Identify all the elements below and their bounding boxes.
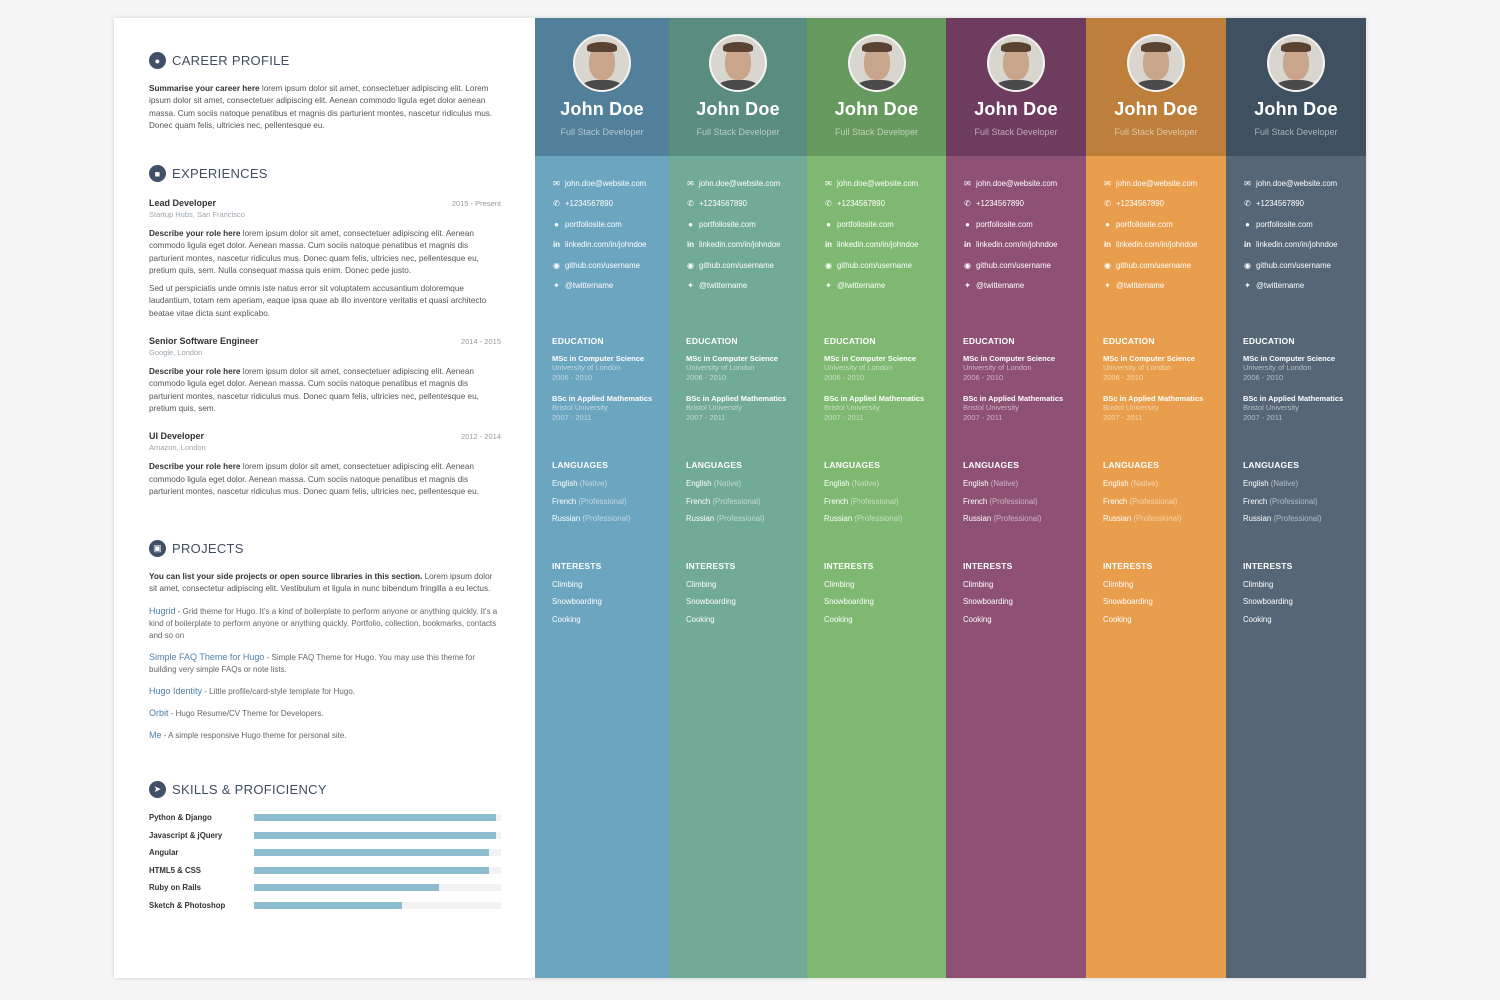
language-item: French (Professional) bbox=[963, 496, 1038, 506]
skill-level bbox=[254, 832, 496, 839]
job-company: Google, London bbox=[149, 348, 203, 358]
globe-icon: ● bbox=[688, 219, 693, 229]
education-item: MSc in Computer Science University of London 2006 - 2010 bbox=[686, 354, 779, 382]
twitter-icon: ✦ bbox=[825, 281, 832, 291]
sidebar-variant bbox=[1226, 18, 1366, 978]
skill-item bbox=[149, 830, 501, 842]
interests-section bbox=[1103, 561, 1226, 624]
interest-item: Climbing bbox=[1243, 579, 1274, 589]
globe-icon: ● bbox=[554, 219, 559, 229]
profile-header bbox=[535, 18, 669, 156]
main-content bbox=[114, 18, 535, 978]
contact-email[interactable]: ✉ john.doe@website.com bbox=[1244, 178, 1338, 188]
education-section bbox=[824, 336, 946, 422]
contact-website[interactable]: ● portfoliosite.com bbox=[963, 214, 1086, 235]
contact-phone[interactable]: ✆ +1234567890 bbox=[687, 199, 747, 209]
contact-list bbox=[963, 173, 1086, 296]
linkedin-icon: in bbox=[686, 240, 695, 250]
contact-website[interactable]: ● portfoliosite.com bbox=[1103, 214, 1226, 235]
profile-tagline: Full Stack Developer bbox=[1114, 127, 1198, 137]
project-item: Hugo Identity - Little profile/card-style template for Hugo. bbox=[149, 685, 355, 696]
projects-title: ▣ PROJECTS bbox=[149, 540, 501, 557]
profile-header bbox=[807, 18, 946, 156]
languages-title: LANGUAGES bbox=[1243, 460, 1300, 470]
github-icon: ◉ bbox=[1244, 260, 1251, 270]
skill-bar bbox=[254, 832, 501, 839]
avatar bbox=[987, 34, 1045, 92]
interests-section bbox=[686, 561, 807, 624]
contact-phone[interactable]: ✆ +1234567890 bbox=[1104, 199, 1164, 209]
phone-icon: ✆ bbox=[687, 199, 694, 209]
skill-item bbox=[149, 812, 501, 824]
profile-tagline: Full Stack Developer bbox=[834, 127, 919, 137]
sidebar-body bbox=[669, 173, 807, 623]
contact-github[interactable]: ◉ github.com/username bbox=[1244, 260, 1331, 270]
contact-twitter[interactable]: ✦ @twittername bbox=[1104, 281, 1165, 291]
avatar bbox=[1267, 34, 1325, 92]
contact-website[interactable]: ● portfoliosite.com bbox=[824, 214, 946, 235]
globe-icon: ● bbox=[826, 219, 831, 229]
languages-title: LANGUAGES bbox=[552, 460, 609, 470]
contact-list bbox=[552, 173, 669, 296]
job-description: Describe your role here lorem ipsum dolor sit amet, consectetuer adipiscing elit. Aenean commodo ligula eget dolor. Aenean massa. Cum sociis natoque penatibus et magnis dis parturient montes, nascetur ridiculus mus. Donec quam felis, ultricies nec, pellentesque eu, pretium quis, sem. Nulla consequat massa quis enim. Donec pede justo. bbox=[149, 229, 479, 275]
skill-name: HTML5 & CSS bbox=[149, 865, 201, 875]
language-item: French (Professional) bbox=[824, 496, 899, 506]
sidebar-variant bbox=[669, 18, 807, 978]
language-item: Russian (Professional) bbox=[552, 514, 631, 523]
career-profile-section bbox=[149, 52, 501, 132]
avatar bbox=[573, 34, 631, 92]
projects-section bbox=[149, 540, 501, 742]
sidebar-body bbox=[535, 173, 669, 623]
language-item: English (Native) bbox=[1103, 479, 1159, 488]
contact-email[interactable]: ✉ john.doe@website.com bbox=[687, 178, 781, 188]
education-item: MSc in Computer Science University of London 2006 - 2010 bbox=[1243, 354, 1336, 382]
sidebar-body bbox=[807, 173, 946, 623]
interest-item: Snowboarding bbox=[1103, 597, 1153, 606]
interests-section bbox=[824, 561, 946, 624]
contact-github[interactable]: ◉ github.com/username bbox=[825, 260, 912, 270]
interest-item: Snowboarding bbox=[552, 597, 602, 606]
phone-icon: ✆ bbox=[553, 199, 560, 209]
contact-github[interactable]: ◉ github.com/username bbox=[964, 260, 1051, 270]
projects-intro: You can list your side projects or open source libraries in this section. Lorem ipsum dolor sit amet, consectetur adipiscing elit. Vestibulum et ligula in nunc bibendum fringilla a eu lectus. bbox=[149, 572, 493, 594]
globe-icon: ● bbox=[1245, 219, 1250, 229]
job-company: Amazon, London bbox=[149, 443, 206, 453]
interests-section bbox=[1243, 561, 1366, 624]
education-item: BSc in Applied Mathematics Bristol University 2007 - 2011 bbox=[1103, 394, 1204, 422]
contact-github[interactable]: ◉ github.com/username bbox=[1104, 260, 1191, 270]
sidebar-body bbox=[1086, 173, 1226, 623]
job-title: Senior Software Engineer bbox=[149, 336, 259, 347]
profile-name: John Doe bbox=[834, 99, 919, 119]
phone-icon: ✆ bbox=[1104, 199, 1111, 209]
profile-tagline: Full Stack Developer bbox=[560, 127, 644, 137]
interests-title: INTERESTS bbox=[1243, 560, 1293, 571]
contact-twitter[interactable]: ✦ @twittername bbox=[825, 281, 886, 291]
contact-phone[interactable]: ✆ +1234567890 bbox=[964, 199, 1024, 209]
sidebar-variant bbox=[807, 18, 946, 978]
linkedin-icon: in bbox=[824, 240, 833, 250]
skill-name: Python & Django bbox=[149, 813, 212, 823]
experiences-section bbox=[149, 165, 501, 498]
contact-email[interactable]: ✉ john.doe@website.com bbox=[553, 178, 647, 188]
globe-icon: ● bbox=[965, 219, 970, 229]
contact-phone[interactable]: ✆ +1234567890 bbox=[1244, 199, 1304, 209]
interest-item: Climbing bbox=[824, 579, 855, 589]
skill-bar bbox=[254, 849, 501, 856]
contact-linkedin[interactable]: in linkedin.com/in/johndoe bbox=[824, 240, 919, 250]
education-section bbox=[686, 336, 807, 422]
career-profile-title: ● CAREER PROFILE bbox=[149, 52, 501, 69]
skill-bar bbox=[254, 884, 501, 891]
contact-linkedin[interactable]: in linkedin.com/in/johndoe bbox=[1103, 240, 1198, 250]
job-time: 2012 - 2014 bbox=[460, 432, 501, 442]
skill-item bbox=[149, 865, 501, 877]
project-link[interactable]: Simple FAQ Theme for Hugo bbox=[149, 651, 265, 662]
interest-item: Cooking bbox=[824, 614, 853, 624]
project-link[interactable]: Me bbox=[149, 729, 162, 740]
language-item: French (Professional) bbox=[686, 496, 761, 506]
interest-item: Cooking bbox=[686, 614, 715, 624]
languages-section bbox=[552, 460, 669, 523]
profile-name: John Doe bbox=[696, 99, 780, 119]
contact-phone[interactable]: ✆ +1234567890 bbox=[825, 199, 885, 209]
linkedin-icon: in bbox=[1103, 240, 1112, 250]
language-item: English (Native) bbox=[552, 479, 608, 488]
skill-bar bbox=[254, 867, 501, 874]
language-item: Russian (Professional) bbox=[1103, 514, 1182, 523]
education-item: BSc in Applied Mathematics Bristol University 2007 - 2011 bbox=[552, 394, 653, 422]
project-item: Hugrid - Grid theme for Hugo. It's a kind of boilerplate to perform anyone or anything quickly. It's a kind of boilerplate to perform anyone or anything quickly. Portfolio, collection, bookmarks, contacts and so on bbox=[149, 605, 498, 640]
skill-level bbox=[254, 884, 439, 891]
sidebar-body bbox=[946, 173, 1086, 623]
profile-header bbox=[1086, 18, 1226, 156]
sidebar-variant bbox=[535, 18, 669, 978]
project-item: Orbit - Hugo Resume/CV Theme for Developers. bbox=[149, 707, 324, 718]
skill-level bbox=[254, 902, 402, 909]
twitter-icon: ✦ bbox=[1244, 281, 1251, 291]
languages-title: LANGUAGES bbox=[963, 460, 1020, 470]
contact-github[interactable]: ◉ github.com/username bbox=[687, 260, 774, 270]
job-title: UI Developer bbox=[149, 431, 205, 442]
globe-icon: ● bbox=[1105, 219, 1110, 229]
skill-name: Angular bbox=[149, 848, 179, 858]
skill-name: Ruby on Rails bbox=[149, 883, 201, 893]
job-description-extra: Sed ut perspiciatis unde omnis iste natus error sit voluptatem accusantium doloremque laudantium, totam rem aperiam, eaque ipsa quae ab illo inventore veritatis et quasi architecto beatae vitae dicta sunt explicabo. bbox=[149, 284, 487, 318]
skill-item bbox=[149, 882, 501, 894]
envelope-icon: ✉ bbox=[553, 178, 560, 188]
github-icon: ◉ bbox=[964, 260, 971, 270]
interest-item: Climbing bbox=[552, 579, 583, 589]
profile-name: John Doe bbox=[974, 99, 1058, 119]
interest-item: Cooking bbox=[552, 614, 581, 624]
education-section bbox=[963, 336, 1086, 422]
contact-website[interactable]: ● portfoliosite.com bbox=[686, 214, 807, 235]
profile-tagline: Full Stack Developer bbox=[696, 127, 780, 137]
education-item: BSc in Applied Mathematics Bristol University 2007 - 2011 bbox=[1243, 394, 1344, 422]
languages-section bbox=[1243, 460, 1366, 523]
skill-level bbox=[254, 849, 489, 856]
language-item: French (Professional) bbox=[552, 496, 627, 506]
contact-website[interactable]: ● portfoliosite.com bbox=[1243, 214, 1366, 235]
contact-twitter[interactable]: ✦ @twittername bbox=[1244, 281, 1305, 291]
avatar bbox=[709, 34, 767, 92]
job-company: Startup Hubs, San Francisco bbox=[149, 210, 245, 219]
language-item: Russian (Professional) bbox=[1243, 514, 1322, 523]
skill-level bbox=[254, 814, 496, 821]
twitter-icon: ✦ bbox=[1104, 281, 1111, 291]
interest-item: Climbing bbox=[686, 579, 717, 589]
sidebar-body bbox=[1226, 173, 1366, 623]
interests-title: INTERESTS bbox=[963, 560, 1013, 571]
job-item bbox=[149, 336, 501, 415]
contact-email[interactable]: ✉ john.doe@website.com bbox=[964, 178, 1058, 188]
education-item: BSc in Applied Mathematics Bristol University 2007 - 2011 bbox=[824, 394, 925, 422]
linkedin-icon: in bbox=[1243, 240, 1252, 250]
contact-linkedin[interactable]: in linkedin.com/in/johndoe bbox=[552, 240, 647, 250]
skill-bar bbox=[254, 902, 501, 909]
contact-website[interactable]: ● portfoliosite.com bbox=[552, 214, 669, 235]
education-item: MSc in Computer Science University of London 2006 - 2010 bbox=[1103, 354, 1196, 382]
sidebar-variant bbox=[946, 18, 1086, 978]
interests-section bbox=[552, 561, 669, 624]
profile-tagline: Full Stack Developer bbox=[1254, 127, 1338, 137]
github-icon: ◉ bbox=[553, 260, 560, 270]
github-icon: ◉ bbox=[1104, 260, 1111, 270]
skill-item bbox=[149, 847, 501, 859]
interest-item: Snowboarding bbox=[686, 597, 736, 606]
skill-name: Javascript & jQuery bbox=[149, 830, 223, 840]
education-section bbox=[1103, 336, 1226, 422]
education-item: MSc in Computer Science University of London 2006 - 2010 bbox=[963, 354, 1056, 382]
interests-title: INTERESTS bbox=[1103, 560, 1153, 571]
languages-section bbox=[686, 460, 807, 523]
linkedin-icon: in bbox=[552, 240, 561, 250]
language-item: Russian (Professional) bbox=[686, 514, 765, 523]
languages-title: LANGUAGES bbox=[824, 460, 881, 470]
education-title: EDUCATION bbox=[686, 336, 738, 346]
contact-twitter[interactable]: ✦ @twittername bbox=[964, 281, 1025, 291]
archive-icon: ▣ bbox=[149, 540, 166, 557]
education-title: EDUCATION bbox=[1243, 336, 1295, 346]
envelope-icon: ✉ bbox=[687, 178, 694, 188]
contact-list bbox=[1103, 173, 1226, 296]
github-icon: ◉ bbox=[687, 260, 694, 270]
interests-title: INTERESTS bbox=[686, 560, 736, 571]
skill-level bbox=[254, 867, 489, 874]
job-time: 2014 - 2015 bbox=[460, 337, 501, 347]
contact-email[interactable]: ✉ john.doe@website.com bbox=[1104, 178, 1198, 188]
profile-header bbox=[946, 18, 1086, 156]
contact-list bbox=[1243, 173, 1366, 296]
project-link[interactable]: Hugrid bbox=[149, 605, 176, 616]
phone-icon: ✆ bbox=[825, 199, 832, 209]
contact-email[interactable]: ✉ john.doe@website.com bbox=[825, 178, 919, 188]
contact-phone[interactable]: ✆ +1234567890 bbox=[553, 199, 613, 209]
language-item: French (Professional) bbox=[1243, 496, 1318, 506]
profile-name: John Doe bbox=[1114, 99, 1198, 119]
contact-twitter[interactable]: ✦ @twittername bbox=[687, 281, 748, 291]
education-title: EDUCATION bbox=[963, 336, 1015, 346]
briefcase-icon: ■ bbox=[149, 165, 166, 182]
skill-bar bbox=[254, 814, 501, 821]
contact-twitter[interactable]: ✦ @twittername bbox=[553, 281, 614, 291]
resume-sheet bbox=[114, 18, 1366, 978]
github-icon: ◉ bbox=[825, 260, 832, 270]
envelope-icon: ✉ bbox=[964, 178, 971, 188]
avatar bbox=[848, 34, 906, 92]
project-item: Simple FAQ Theme for Hugo - Simple FAQ Theme for Hugo. You may use this theme for building very simple FAQs or note lists. bbox=[149, 651, 476, 674]
language-item: English (Native) bbox=[963, 479, 1019, 488]
education-title: EDUCATION bbox=[552, 336, 604, 346]
interest-item: Snowboarding bbox=[1243, 597, 1293, 606]
linkedin-icon: in bbox=[963, 240, 972, 250]
contact-linkedin[interactable]: in linkedin.com/in/johndoe bbox=[686, 240, 781, 250]
education-section bbox=[552, 336, 669, 422]
twitter-icon: ✦ bbox=[553, 281, 560, 291]
interest-item: Climbing bbox=[1103, 579, 1134, 589]
skills-title: ➤ SKILLS & PROFICIENCY bbox=[149, 781, 501, 798]
interest-item: Cooking bbox=[1243, 614, 1272, 624]
envelope-icon: ✉ bbox=[1244, 178, 1251, 188]
interest-item: Cooking bbox=[1103, 614, 1132, 624]
job-description: Describe your role here lorem ipsum dolor sit amet, consectetuer adipiscing elit. Aenean commodo ligula eget dolor. Aenean massa. Cum sociis natoque penatibus et magnis dis parturient montes, nascetur ridiculus mus. Donec quam felis, ultricies nec, pellentesque eu, pretium quis, sem. bbox=[149, 367, 479, 413]
contact-linkedin[interactable]: in linkedin.com/in/johndoe bbox=[1243, 240, 1338, 250]
language-item: English (Native) bbox=[1243, 479, 1299, 488]
twitter-icon: ✦ bbox=[687, 281, 694, 291]
sidebar-variant bbox=[1086, 18, 1226, 978]
education-title: EDUCATION bbox=[824, 336, 876, 346]
experiences-title: ■ EXPERIENCES bbox=[149, 165, 501, 182]
language-item: French (Professional) bbox=[1103, 496, 1178, 506]
interests-title: INTERESTS bbox=[552, 560, 602, 571]
education-title: EDUCATION bbox=[1103, 336, 1155, 346]
skill-name: Sketch & Photoshop bbox=[149, 900, 226, 910]
avatar bbox=[1127, 34, 1185, 92]
phone-icon: ✆ bbox=[1244, 199, 1251, 209]
education-item: MSc in Computer Science University of London 2006 - 2010 bbox=[824, 354, 917, 382]
interest-item: Cooking bbox=[963, 614, 992, 624]
job-item bbox=[149, 431, 501, 498]
project-item: Me - A simple responsive Hugo theme for personal site. bbox=[149, 729, 347, 740]
education-item: MSc in Computer Science University of London 2006 - 2010 bbox=[552, 354, 645, 382]
profile-header bbox=[669, 18, 807, 156]
job-item bbox=[149, 198, 501, 320]
education-section bbox=[1243, 336, 1366, 422]
contact-github[interactable]: ◉ github.com/username bbox=[553, 260, 640, 270]
languages-title: LANGUAGES bbox=[686, 460, 743, 470]
contact-linkedin[interactable]: in linkedin.com/in/johndoe bbox=[963, 240, 1058, 250]
profile-header bbox=[1226, 18, 1366, 156]
interests-title: INTERESTS bbox=[824, 560, 874, 571]
sidebar-color-variants bbox=[535, 18, 1366, 978]
job-description: Describe your role here lorem ipsum dolor sit amet, consectetuer adipiscing elit. Aenean commodo ligula eget dolor. Aenean massa. Cum sociis natoque penatibus et magnis dis parturient montes, nascetur ridiculus mus. Donec quam felis, ultricies nec, pellentesque eu. bbox=[149, 462, 479, 496]
interests-section bbox=[963, 561, 1086, 624]
language-item: Russian (Professional) bbox=[824, 514, 903, 523]
interest-item: Snowboarding bbox=[963, 597, 1013, 606]
languages-title: LANGUAGES bbox=[1103, 460, 1160, 470]
envelope-icon: ✉ bbox=[825, 178, 832, 188]
language-item: English (Native) bbox=[686, 479, 742, 488]
interest-item: Snowboarding bbox=[824, 597, 874, 606]
envelope-icon: ✉ bbox=[1104, 178, 1111, 188]
rocket-icon: ➤ bbox=[149, 781, 166, 798]
education-item: BSc in Applied Mathematics Bristol University 2007 - 2011 bbox=[963, 394, 1064, 422]
language-item: English (Native) bbox=[824, 479, 880, 488]
career-summary: Summarise your career here lorem ipsum dolor sit amet, consectetuer adipiscing elit. Lorem ipsum dolor sit amet, consectetuer adipiscing elit. Aenean commodo ligula eget dolor aenean massa. Cum sociis natoque penatibus et magnis dis parturient montes, nascetur ridiculus mus. Donec quam felis, ultricies nec, pellentesque eu. bbox=[149, 84, 493, 130]
education-item: BSc in Applied Mathematics Bristol University 2007 - 2011 bbox=[686, 394, 787, 422]
skill-item bbox=[149, 900, 501, 912]
language-item: Russian (Professional) bbox=[963, 514, 1042, 523]
job-time: 2015 - Present bbox=[451, 199, 501, 208]
job-title: Lead Developer bbox=[149, 198, 217, 208]
profile-name: John Doe bbox=[1254, 99, 1338, 119]
profile-tagline: Full Stack Developer bbox=[974, 127, 1058, 137]
project-link[interactable]: Orbit bbox=[149, 707, 169, 718]
user-icon: ● bbox=[149, 52, 166, 69]
languages-section bbox=[824, 460, 946, 523]
contact-list bbox=[686, 173, 807, 296]
profile-name: John Doe bbox=[560, 99, 644, 119]
project-link[interactable]: Hugo Identity bbox=[149, 685, 203, 696]
twitter-icon: ✦ bbox=[964, 281, 971, 291]
skills-section bbox=[149, 781, 501, 911]
phone-icon: ✆ bbox=[964, 199, 971, 209]
interest-item: Climbing bbox=[963, 579, 994, 589]
contact-list bbox=[824, 173, 946, 296]
languages-section bbox=[1103, 460, 1226, 523]
languages-section bbox=[963, 460, 1086, 523]
